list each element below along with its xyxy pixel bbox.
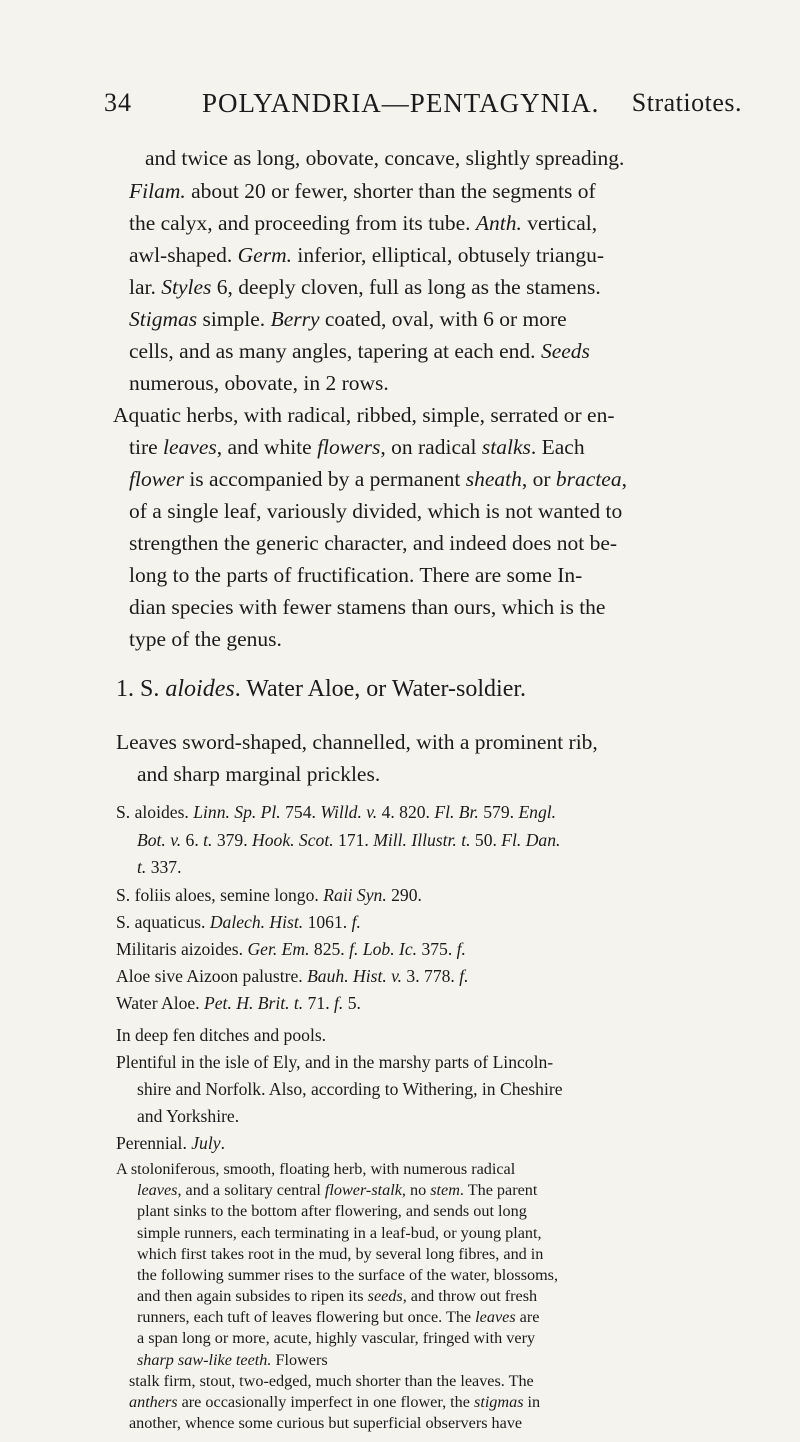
- genus-title: Stratiotes.: [631, 88, 742, 117]
- synonym-line: S. aloides. Linn. Sp. Pl. 754. Willd. v. 4. 820. Fl. Br. 579. Engl.: [116, 802, 557, 822]
- description-line: stalk firm, stout, two-edged, much shorter than the leaves. The: [129, 1371, 534, 1390]
- text-line: Aquatic herbs, with radical, ribbed, simple, serrated or en-: [113, 403, 615, 427]
- habitat-line: In deep fen ditches and pools.: [116, 1025, 327, 1045]
- text-line: cells, and as many angles, tapering at each end. Seeds: [129, 339, 590, 363]
- habitat-line: and Yorkshire.: [137, 1106, 240, 1126]
- description-line: sharp saw-like teeth. Flowers: [137, 1350, 328, 1369]
- synonym-line: S. foliis aloes, semine longo. Raii Syn. 290.: [116, 885, 422, 905]
- text-line: strengthen the generic character, and indeed does not be-: [129, 531, 618, 555]
- description-line: anthers are occasionally imperfect in one flower, the stigmas in: [129, 1392, 541, 1411]
- flowering-line: Perennial. July.: [116, 1133, 225, 1153]
- synonym-line: S. aquaticus. Dalech. Hist. 1061. f.: [116, 912, 361, 932]
- synonym-line: Aloe sive Aizoon palustre. Bauh. Hist. v. 3. 778. f.: [116, 966, 469, 986]
- habitat-line: shire and Norfolk. Also, according to Withering, in Cheshire: [137, 1079, 563, 1099]
- text-line: Filam. about 20 or fewer, shorter than the segments of: [129, 179, 596, 203]
- running-title: POLYANDRIA—PENTAGYNIA.: [202, 88, 600, 118]
- text-line: awl-shaped. Germ. inferior, elliptical, obtusely triangu-: [129, 243, 604, 267]
- habitat-line: Plentiful in the isle of Ely, and in the marshy parts of Lincoln-: [116, 1052, 554, 1072]
- description-line: A stoloniferous, smooth, floating herb, with numerous radical: [116, 1160, 516, 1178]
- description-line: and then again subsides to ripen its seeds, and throw out fresh: [137, 1287, 538, 1305]
- description-line: leaves, and a solitary central flower-stalk, no stem. The parent: [137, 1181, 538, 1200]
- text-line: long to the parts of fructification. There are some In-: [129, 563, 583, 587]
- text-line: type of the genus.: [129, 627, 282, 651]
- synonym-line: Water Aloe. Pet. H. Brit. t. 71. f. 5.: [116, 993, 361, 1013]
- text-line: tire leaves, and white flowers, on radical stalks. Each: [129, 435, 585, 459]
- text-line: and sharp marginal prickles.: [137, 762, 381, 786]
- text-line: dian species with fewer stamens than ours, which is the: [129, 595, 606, 619]
- text-line: lar. Styles 6, deeply cloven, full as long as the stamens.: [129, 275, 601, 299]
- text-line: Leaves sword-shaped, channelled, with a prominent rib,: [116, 730, 598, 754]
- description-line: the following summer rises to the surface of the water, blossoms,: [137, 1265, 559, 1284]
- synonym-line: Bot. v. 6. t. 379. Hook. Scot. 171. Mill. Illustr. t. 50. Fl. Dan.: [137, 830, 561, 850]
- text-line: Stigmas simple. Berry coated, oval, with 6 or more: [129, 307, 567, 331]
- text-line: and twice as long, obovate, concave, slightly spreading.: [145, 146, 625, 170]
- species-heading: 1. S. aloides. Water Aloe, or Water-soldier.: [116, 676, 527, 702]
- text-line: of a single leaf, variously divided, which is not wanted to: [129, 499, 623, 523]
- text-line: numerous, obovate, in 2 rows.: [129, 371, 389, 395]
- description-line: another, whence some curious but superficial observers have: [129, 1414, 523, 1432]
- description-line: a span long or more, acute, highly vascular, fringed with very: [137, 1329, 536, 1348]
- synonym-line: t. 337.: [137, 857, 182, 877]
- synonym-line: Militaris aizoides. Ger. Em. 825. f. Lob. Ic. 375. f.: [116, 939, 466, 959]
- description-line: runners, each tuft of leaves flowering but once. The leaves are: [137, 1308, 540, 1327]
- text-line: flower is accompanied by a permanent sheath, or bractea,: [129, 467, 627, 491]
- page-number: 34: [104, 88, 132, 117]
- text-line: the calyx, and proceeding from its tube. Anth. vertical,: [129, 211, 598, 235]
- description-line: simple runners, each terminating in a leaf-bud, or young plant,: [137, 1223, 542, 1242]
- description-line: plant sinks to the bottom after flowering, and sends out long: [137, 1202, 527, 1221]
- description-line: which first takes root in the mud, by several long fibres, and in: [137, 1244, 544, 1263]
